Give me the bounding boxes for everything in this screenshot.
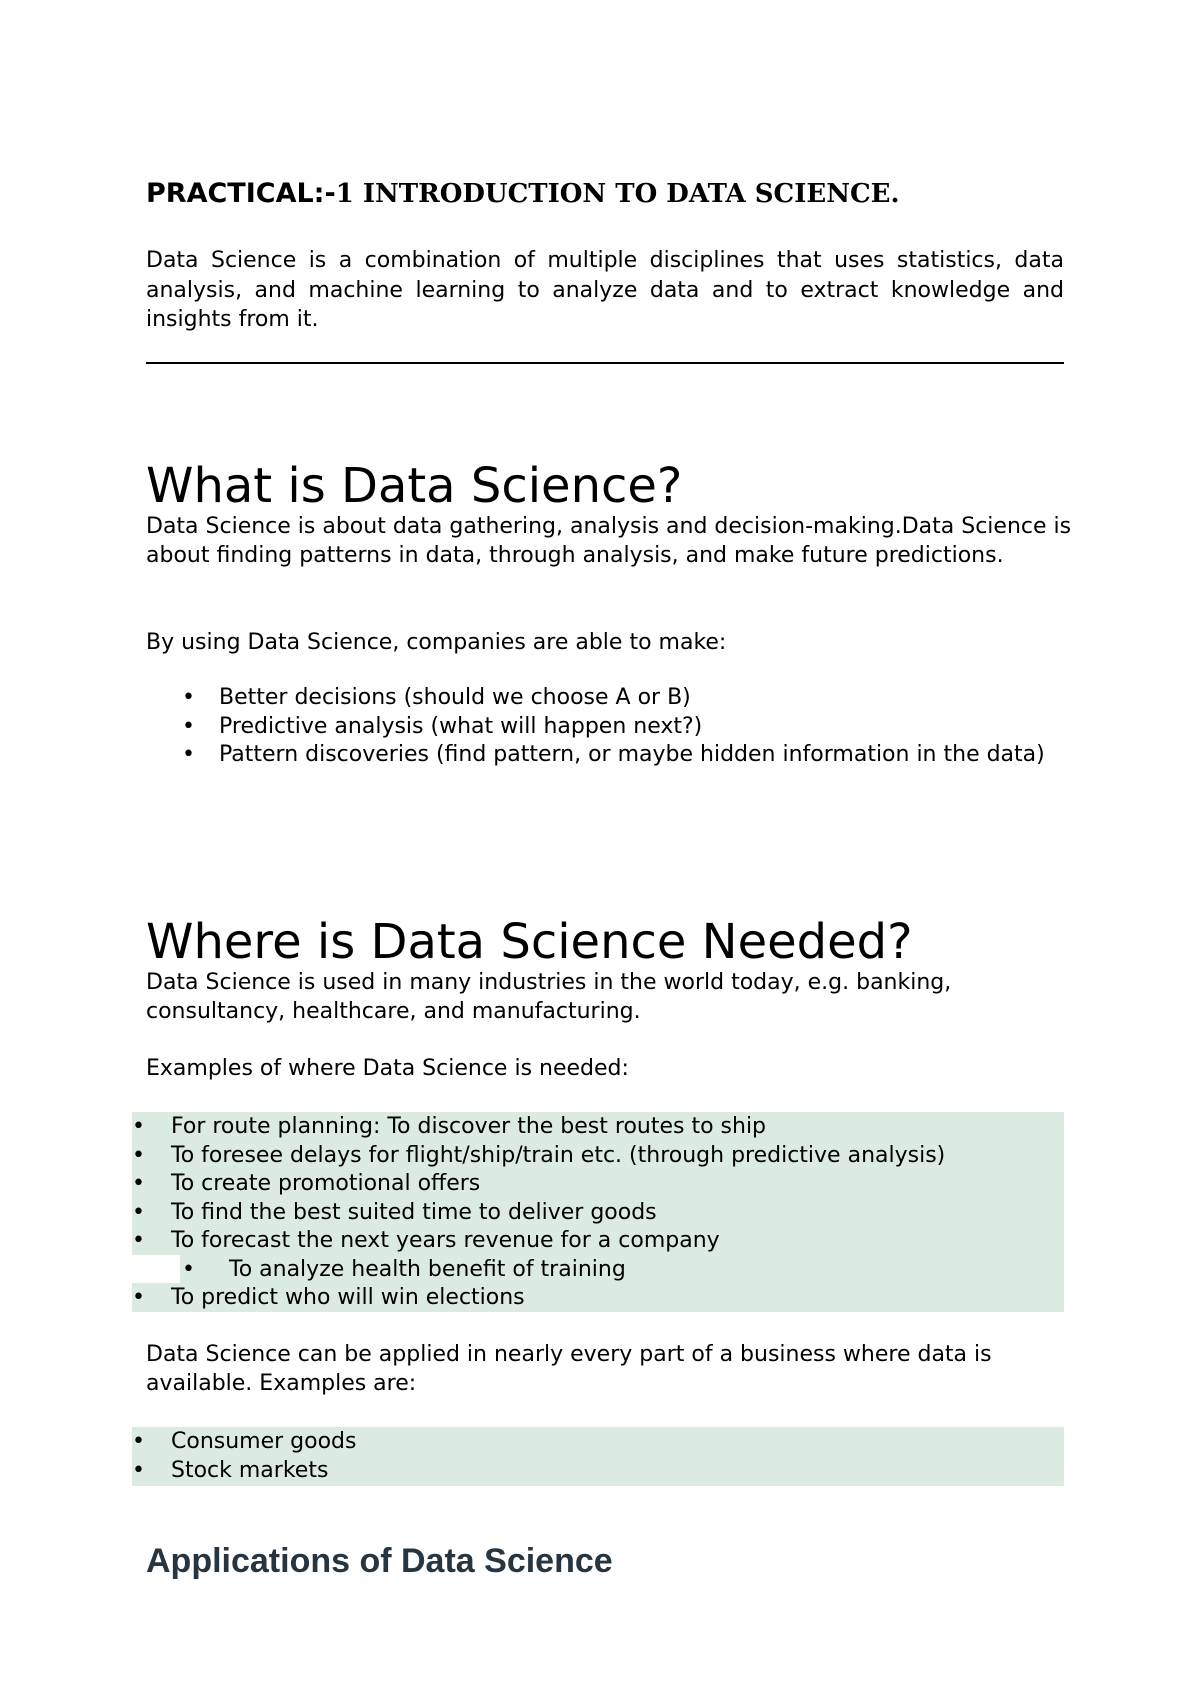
practical-title [146, 178, 900, 209]
bullet-icon: • [132, 1114, 145, 1139]
where-paragraph: Data Science is used in many industries in the world today, e.g. banking, consultancy, healthcare, and manufacturing. [146, 970, 952, 1024]
list-item: • Consumer goods [132, 1428, 1064, 1457]
decisions-list [146, 684, 1064, 770]
business-paragraph: Data Science can be applied in nearly every part of a business where data is available. Examples are: [146, 1342, 992, 1396]
heading-where-is-data-science-needed: Where is Data Science Needed? [146, 914, 913, 971]
list-item: • Better decisions (should we choose A or B) [146, 684, 1064, 713]
heading-applications: Applications of Data Science [146, 1542, 613, 1581]
where-lead: Examples of where Data Science is needed: [146, 1056, 629, 1081]
bullet-icon: • [132, 1228, 145, 1253]
bullet-icon: • [132, 1457, 145, 1483]
practical-label: PRACTICAL:- [146, 178, 336, 209]
bullet-icon: • [132, 1429, 145, 1454]
list-item: • To find the best suited time to deliver goods [132, 1199, 1064, 1228]
bullet-icon: • [182, 742, 195, 767]
list-item: • For route planning: To discover the best routes to ship [132, 1113, 1064, 1142]
list-item: • To forecast the next years revenue for a company [132, 1227, 1064, 1256]
business-list [132, 1428, 1064, 1485]
practical-topic: 1 INTRODUCTION TO DATA SCIENCE. [335, 179, 900, 209]
bullet-icon: • [182, 713, 195, 739]
list-item: • Pattern discoveries (find pattern, or maybe hidden information in the data) [146, 741, 1064, 770]
what-lead: By using Data Science, companies are able to make: [146, 630, 727, 655]
bullet-icon: • [182, 1256, 195, 1282]
bullet-icon: • [132, 1199, 145, 1225]
examples-list [132, 1113, 1064, 1313]
intro-paragraph: Data Science is a combination of multiple disciplines that uses statistics, data analysis, and machine learning to analyze data and to extract knowledge and insights from it. [146, 248, 1064, 332]
bullet-icon: • [132, 1142, 145, 1168]
list-item: • Stock markets [132, 1457, 1064, 1486]
heading-what-is-data-science: What is Data Science? [146, 458, 683, 515]
bullet-icon: • [132, 1171, 145, 1196]
horizontal-rule [146, 362, 1064, 364]
list-item: • To predict who will win elections [132, 1284, 1064, 1313]
list-item: • Predictive analysis (what will happen next?) [146, 713, 1064, 742]
bullet-icon: • [132, 1285, 145, 1310]
bullet-icon: • [182, 685, 195, 710]
list-item: • To analyze health benefit of training [132, 1256, 1064, 1285]
list-item: • To create promotional offers [132, 1170, 1064, 1199]
what-paragraph: Data Science is about data gathering, analysis and decision-making.Data Science is about finding patterns in data, through analysis, and make future predictions. [146, 514, 1072, 568]
list-item: • To foresee delays for flight/ship/train etc. (through predictive analysis) [132, 1142, 1064, 1171]
